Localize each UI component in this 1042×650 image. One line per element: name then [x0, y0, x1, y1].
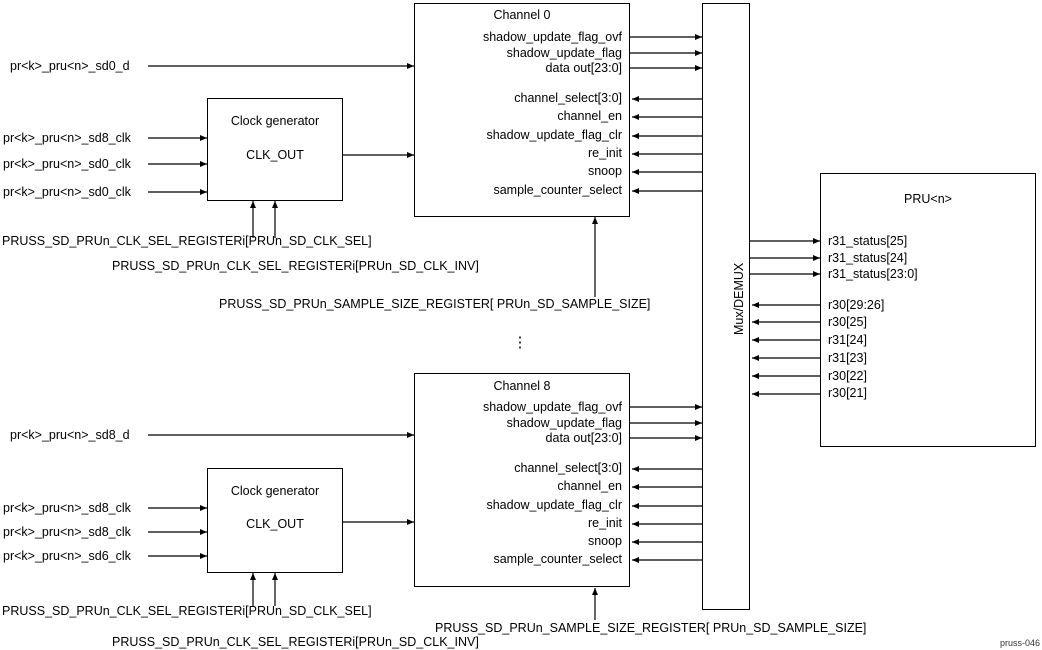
channel-0-input-2: shadow_update_flag_clr: [486, 128, 622, 142]
register-clk-inv-top: PRUSS_SD_PRUn_CLK_SEL_REGISTERi[PRUn_SD_CLK_INV]: [112, 259, 479, 273]
pru-reg-3: r31[23]: [828, 351, 867, 365]
channel-8-output-1: shadow_update_flag: [506, 416, 622, 430]
clkgen-top-input-1: pr<k>_pru<n>_sd0_clk: [3, 157, 131, 171]
clock-generator-bottom-output: CLK_OUT: [246, 517, 304, 531]
channel-8-output-0: shadow_update_flag_ovf: [482, 400, 622, 414]
clkgen-top-input-0: pr<k>_pru<n>_sd8_clk: [3, 131, 131, 145]
pru-reg-5: r30[21]: [828, 386, 867, 400]
clkgen-bottom-input-0: pr<k>_pru<n>_sd8_clk: [3, 501, 131, 515]
channel-8-input-2: shadow_update_flag_clr: [486, 498, 622, 512]
channel-8-title: Channel 8: [493, 379, 551, 393]
channel-0-input-0: channel_select[3:0]: [514, 91, 622, 105]
pru-reg-1: r30[25]: [828, 315, 867, 329]
register-sample-size-top: PRUSS_SD_PRUn_SAMPLE_SIZE_REGISTER[ PRUn_SD_SAMPLE_SIZE]: [219, 297, 651, 311]
signal-data-in-bottom: pr<k>_pru<n>_sd8_d: [10, 428, 130, 442]
register-clk-sel-bottom: PRUSS_SD_PRUn_CLK_SEL_REGISTERi[PRUn_SD_CLK_SEL]: [2, 604, 372, 618]
mux-demux-title: Mux/DEMUX: [732, 262, 746, 335]
clkgen-bottom-input-2: pr<k>_pru<n>_sd6_clk: [3, 549, 131, 563]
channel-8-input-3: re_init: [587, 516, 622, 530]
clock-generator-bottom-title: Clock generator: [230, 484, 320, 498]
channel-8-input-0: channel_select[3:0]: [514, 461, 622, 475]
figure-tag: pruss-046: [1000, 638, 1041, 648]
pru-status-2: r31_status[23:0]: [828, 267, 918, 281]
pru-status-0: r31_status[25]: [828, 234, 908, 248]
pru-reg-0: r30[29:26]: [828, 298, 885, 312]
channel-0-output-2: data out[23:0]: [545, 61, 622, 75]
channel-0-output-1: shadow_update_flag: [506, 46, 622, 60]
register-sample-size-bottom: PRUSS_SD_PRUn_SAMPLE_SIZE_REGISTER[ PRUn_SD_SAMPLE_SIZE]: [435, 621, 867, 635]
channel-0-input-3: re_init: [587, 146, 622, 160]
signal-data-in-top: pr<k>_pru<n>_sd0_d: [10, 59, 130, 73]
pru-status-1: r31_status[24]: [828, 251, 908, 265]
clock-generator-top-output: CLK_OUT: [246, 148, 304, 162]
channel-0-title: Channel 0: [493, 8, 551, 22]
channel-0-input-5: sample_counter_select: [493, 183, 622, 197]
pru-reg-4: r30[22]: [828, 369, 867, 383]
register-clk-inv-bottom: PRUSS_SD_PRUn_CLK_SEL_REGISTERi[PRUn_SD_CLK_INV]: [112, 635, 479, 649]
clkgen-top-input-2: pr<k>_pru<n>_sd0_clk: [3, 185, 131, 199]
pru-reg-2: r31[24]: [828, 333, 867, 347]
clock-generator-top-title: Clock generator: [230, 114, 320, 128]
channel-0-output-0: shadow_update_flag_ovf: [482, 30, 622, 44]
pru-title: PRU<n>: [904, 192, 952, 206]
channel-ellipsis: ⋮: [512, 334, 528, 351]
channel-0-input-4: snoop: [587, 164, 622, 178]
channel-8-output-2: data out[23:0]: [545, 431, 622, 445]
register-clk-sel-top: PRUSS_SD_PRUn_CLK_SEL_REGISTERi[PRUn_SD_CLK_SEL]: [2, 234, 372, 248]
channel-8-input-1: channel_en: [557, 479, 622, 493]
channel-8-input-5: sample_counter_select: [493, 552, 622, 566]
channel-8-input-4: snoop: [587, 534, 622, 548]
clkgen-bottom-input-1: pr<k>_pru<n>_sd8_clk: [3, 525, 131, 539]
channel-0-input-1: channel_en: [557, 109, 622, 123]
